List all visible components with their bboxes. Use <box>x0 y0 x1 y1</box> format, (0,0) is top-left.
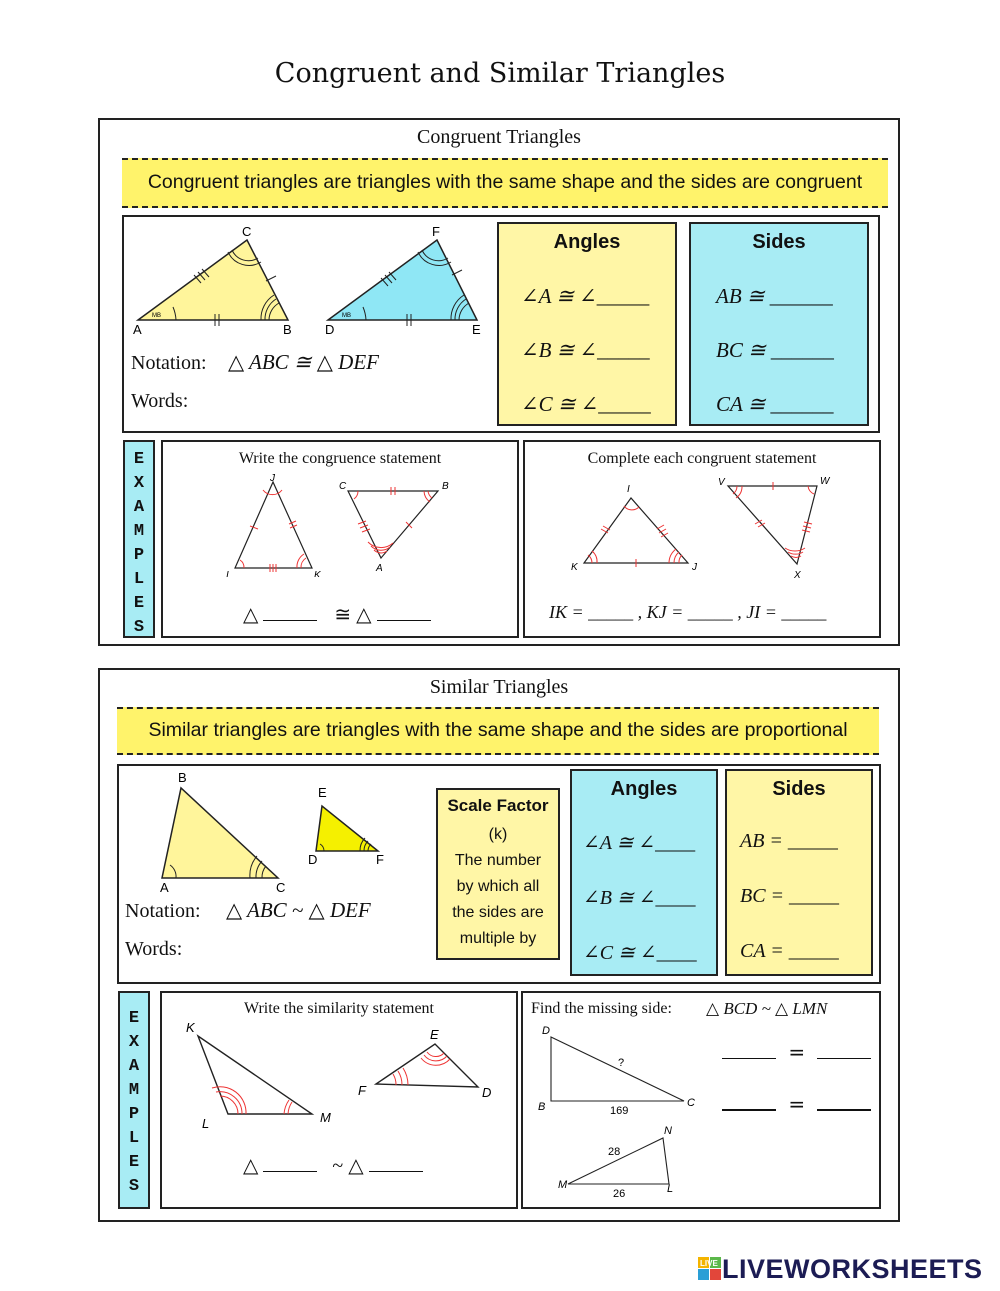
mark-mb-2: MB <box>342 313 351 319</box>
congruent-definition: Congruent triangles are triangles with the same shape and the sides are congruent <box>122 158 888 208</box>
similar-examples-strip <box>118 991 150 1209</box>
page-title: Congruent and Similar Triangles <box>274 58 726 89</box>
label-e: E <box>472 322 481 337</box>
congruent-side-bc[interactable]: BC ≅ ______ <box>716 338 834 362</box>
triangle-def-similar <box>316 806 378 851</box>
logo-letters: LIVE <box>700 1259 718 1268</box>
congruent-side-ab[interactable]: AB ≅ ______ <box>716 284 833 308</box>
examples-letter: A <box>128 1057 140 1076</box>
congruent-section-title: Congruent Triangles <box>417 126 581 148</box>
label-b: B <box>283 322 292 337</box>
label-e-sim: E <box>430 1027 439 1042</box>
congruent-angle-b[interactable]: ∠B ≅ ∠_____ <box>521 338 650 362</box>
answer-blank[interactable] <box>263 620 317 621</box>
label-k-sim: K <box>186 1020 195 1035</box>
similar-notation-label: Notation: <box>125 900 201 922</box>
equals-sign: = <box>788 1040 806 1064</box>
examples-letter: P <box>133 546 145 565</box>
congruent-words-label: Words: <box>131 390 189 412</box>
similar-notation-expr: △ ABC ~ △ DEF <box>226 898 371 922</box>
examples-letter: X <box>128 1033 140 1052</box>
similar-symbol: ~ <box>332 1155 344 1177</box>
label-i-ex2: I <box>627 484 630 495</box>
congruent-notation-label: Notation: <box>131 352 207 374</box>
label-f-sim: F <box>358 1083 366 1098</box>
label-c: C <box>242 224 252 239</box>
proportion-row-1[interactable] <box>722 1040 871 1064</box>
similar-triangles-figure <box>150 770 400 900</box>
label-missing: ? <box>618 1057 625 1069</box>
congruent-angle-c[interactable]: ∠C ≅ ∠_____ <box>521 392 651 416</box>
congruent-example2-figure <box>565 474 855 584</box>
examples-letter: L <box>133 570 145 589</box>
congruent-examples-strip <box>123 440 155 638</box>
answer-blank[interactable] <box>722 1058 776 1059</box>
label-c-similar: C <box>276 880 286 895</box>
label-w: W <box>820 476 830 487</box>
triangle-abc <box>138 240 288 320</box>
similar-definition: Similar triangles are triangles with the same shape and the sides are proportional <box>117 707 879 755</box>
label-f-similar: F <box>376 852 384 867</box>
label-x: X <box>794 570 801 581</box>
label-c-ex: C <box>339 481 347 492</box>
congruent-sides-header: Sides <box>752 231 806 253</box>
label-a: A <box>133 322 142 337</box>
answer-blank[interactable] <box>377 620 431 621</box>
label-i: I <box>226 570 229 577</box>
examples-letter: M <box>133 522 145 541</box>
similar-side-ca[interactable]: CA = _____ <box>740 940 839 962</box>
label-j: J <box>270 473 275 484</box>
similar-side-bc[interactable]: BC = _____ <box>740 885 840 907</box>
triangle-symbol: △ <box>356 604 372 626</box>
triangle-def <box>328 240 477 320</box>
answer-blank[interactable] <box>263 1171 317 1172</box>
examples-letter: E <box>128 1153 140 1172</box>
examples-letter: P <box>128 1105 140 1124</box>
scale-factor-line: The number <box>454 852 542 869</box>
label-m-sim: M <box>320 1110 331 1125</box>
label-b-ex2: B <box>538 1101 546 1113</box>
similar-side-ab[interactable]: AB = _____ <box>740 830 838 852</box>
similar-angle-a[interactable]: ∠A ≅ ∠____ <box>583 832 696 854</box>
triangle-abc-similar <box>162 788 278 878</box>
similar-example1-statement[interactable] <box>243 1153 423 1178</box>
label-d: D <box>325 322 335 337</box>
similar-section-title: Similar Triangles <box>429 676 569 698</box>
scale-factor-header: Scale Factor <box>447 796 549 815</box>
answer-blank[interactable] <box>369 1171 423 1172</box>
similar-example2-title: Find the missing side: <box>531 1000 672 1017</box>
examples-letter: E <box>133 450 145 469</box>
label-26: 26 <box>613 1188 626 1200</box>
triangle-symbol: △ <box>243 604 259 626</box>
label-a-similar: A <box>160 880 169 895</box>
examples-letter: X <box>133 474 145 493</box>
label-a-ex: A <box>376 563 383 574</box>
similar-angle-b[interactable]: ∠B ≅ ∠____ <box>583 887 696 909</box>
label-d-ex2: D <box>542 1025 550 1037</box>
equals-sign: = <box>788 1092 806 1116</box>
label-b-ex: B <box>442 481 449 492</box>
congruent-example2-title: Complete each congruent statement <box>587 450 817 467</box>
similar-angle-c[interactable]: ∠C ≅ ∠____ <box>583 942 697 964</box>
similar-words-label: Words: <box>125 938 183 960</box>
label-f: F <box>432 224 440 239</box>
congruent-notation-expr: △ ABC ≅ △ DEF <box>228 350 379 374</box>
label-n-ex2: N <box>664 1125 672 1137</box>
congruent-example1-statement[interactable] <box>243 602 431 627</box>
label-d-similar: D <box>308 852 318 867</box>
triangle-symbol: △ <box>348 1155 364 1177</box>
congruent-example1-title: Write the congruence statement <box>238 450 442 467</box>
congruent-side-ca[interactable]: CA ≅ ______ <box>716 392 834 416</box>
scale-factor-line: by which all <box>456 878 540 895</box>
congruent-angle-a[interactable]: ∠A ≅ ∠_____ <box>521 284 650 308</box>
label-d-sim: D <box>482 1085 492 1100</box>
liveworksheets-logo-icon <box>698 1257 722 1283</box>
label-j-ex2: J <box>692 562 697 573</box>
label-169: 169 <box>610 1105 629 1117</box>
label-28: 28 <box>608 1146 621 1158</box>
congruent-symbol: ≅ <box>334 604 352 626</box>
congruent-example2-statement[interactable]: IK = _____ , KJ = _____ , JI = _____ <box>549 602 827 622</box>
brand-text: LIVEWORKSHEETS <box>722 1254 983 1284</box>
similar-example2-title-expr: △ BCD ~ △ LMN <box>706 999 828 1018</box>
label-k-ex2: K <box>571 562 578 573</box>
scale-factor-k: (k) <box>488 826 508 843</box>
examples-letter: E <box>133 594 145 613</box>
label-b-similar: B <box>178 770 187 785</box>
similar-example2-figure <box>532 1022 712 1202</box>
label-v: V <box>718 477 725 488</box>
examples-letter: A <box>133 498 145 517</box>
label-e-similar: E <box>318 785 327 800</box>
label-c-ex2: C <box>687 1097 695 1109</box>
answer-blank[interactable] <box>722 1109 776 1111</box>
answer-blank[interactable] <box>817 1058 871 1059</box>
label-l-ex2: L <box>667 1183 674 1195</box>
similar-example1-figure <box>180 1016 510 1131</box>
scale-factor-line: multiple by <box>459 930 537 947</box>
label-k: K <box>314 570 321 577</box>
examples-letter: S <box>128 1177 140 1196</box>
mark-mb-1: MB <box>152 313 161 319</box>
triangle-symbol: △ <box>243 1155 259 1177</box>
congruent-triangles-figure <box>128 222 488 342</box>
brand-logo <box>698 1255 998 1287</box>
congruent-angles-header: Angles <box>553 231 621 253</box>
congruent-example1-figure <box>220 472 460 577</box>
examples-letter: S <box>133 618 145 637</box>
label-m-ex2: M <box>558 1179 568 1191</box>
similar-example1-title: Write the similarity statement <box>244 1000 434 1017</box>
proportion-row-2[interactable] <box>722 1092 871 1116</box>
similar-sides-header: Sides <box>772 778 826 800</box>
examples-letter: E <box>128 1009 140 1028</box>
answer-blank[interactable] <box>817 1109 871 1111</box>
examples-letter: M <box>128 1081 140 1100</box>
label-l-sim: L <box>202 1116 210 1131</box>
examples-letter: L <box>128 1129 140 1148</box>
scale-factor-line: the sides are <box>452 904 544 921</box>
similar-angles-header: Angles <box>610 778 678 800</box>
